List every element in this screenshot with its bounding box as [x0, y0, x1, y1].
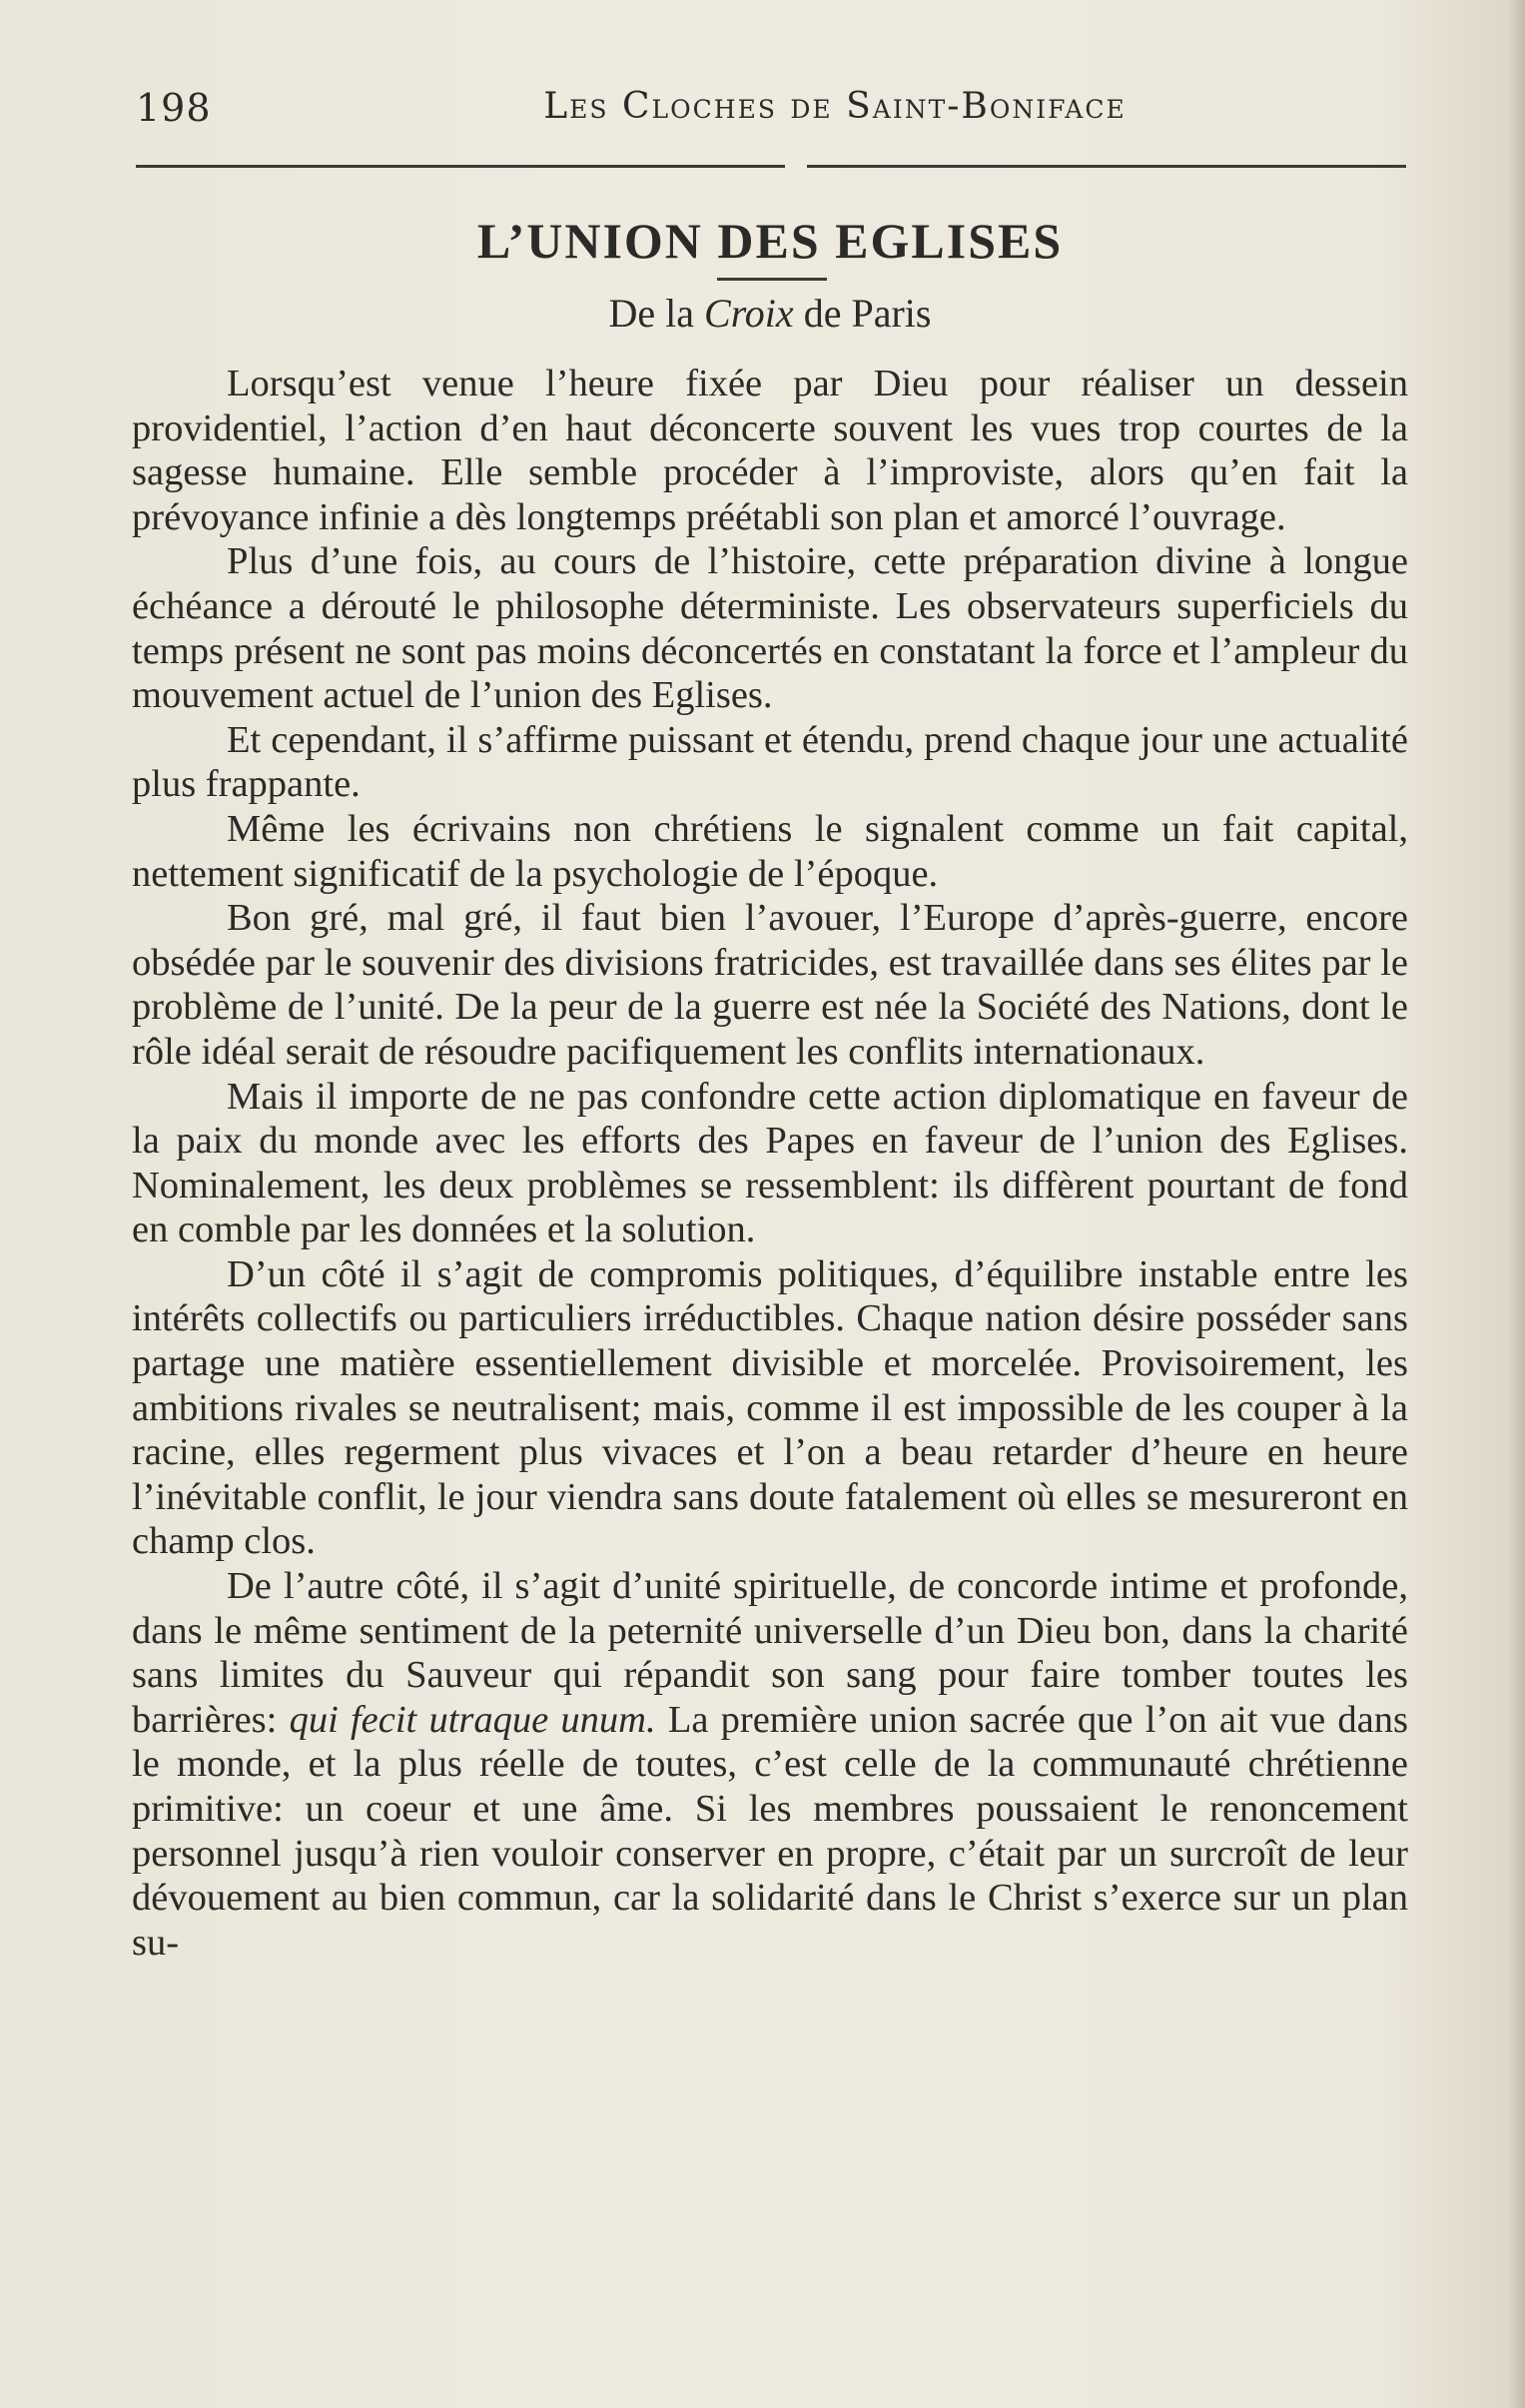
- paragraph: Même les écrivains non chrétiens le signalent comme un fait capital, nettement significatif de la psychologie de l’époque.: [132, 807, 1408, 895]
- paragraph: Lorsqu’est venue l’heure fixée par Dieu pour réaliser un dessein providentiel, l’action d’en haut déconcerte souvent les vues trop courtes de la sagesse humaine. Elle semble procéder à l’improviste, alors qu’en fait la prévoyance infinie a dès longtemps préétabli son plan et amorcé l’ouvrage.: [132, 363, 1408, 538]
- header-rule-right: [807, 165, 1406, 168]
- article-title: L’UNION DES EGLISES: [476, 213, 1064, 269]
- article-body: [132, 362, 1408, 1965]
- page-edge-shadow: [1507, 0, 1525, 2408]
- article-source: [136, 290, 1404, 337]
- running-title: Les Cloches de Saint-Boniface: [543, 86, 1127, 127]
- source-publication: Croix: [704, 291, 794, 336]
- latin-quote: qui fecit utraque unum.: [289, 1698, 656, 1741]
- paragraph-text: La première union sacrée que l’on ait vue dans le monde, et la plus réelle de toutes, c’est celle de la communauté chrétienne primitive: un coeur et une âme. Si les membres poussaient le renoncement personnel jusqu’à rien vouloir conserver en propre, c’était par un surcroît de leur dévouement au bien commun, car la solidarité dans le Christ s’exerce sur un plan su-: [132, 1698, 1408, 1964]
- paragraph: D’un côté il s’agit de compromis politiques, d’équilibre instable entre les intérêts collectifs ou particuliers irréductibles. Chaque nation désire posséder sans partage une matière essentiellement divisible et morcelée. Provisoirement, les ambitions rivales se neutralisent; mais, comme il est impossible de les couper à la racine, elles regerment plus vivaces et l’on a beau retarder d’heure en heure l’inévitable conflit, le jour viendra sans doute fatalement où elles se mesureront en champ clos.: [132, 1252, 1408, 1563]
- paragraph: Bon gré, mal gré, il faut bien l’avouer, l’Europe d’après-guerre, encore obsédée par le souvenir des divisions fratricides, est travaillée dans ses élites par le problème de l’unité. De la peur de la guerre est née la Société des Nations, dont le rôle idéal serait de résoudre pacifiquement les conflits internationaux.: [132, 897, 1408, 1073]
- source-prefix: De la: [608, 291, 705, 336]
- paragraph: Plus d’une fois, au cours de l’histoire, cette préparation divine à longue échéance a dérouté le philosophe déterministe. Les observateurs superficiels du temps présent ne sont pas moins déconcertés en constatant la force et l’ampleur du mouvement actuel de l’union des Eglises.: [132, 540, 1408, 717]
- header-rule-left: [136, 165, 785, 168]
- paragraph: Et cependant, il s’affirme puissant et étendu, prend chaque jour une actualité plus frappante.: [132, 718, 1408, 806]
- title-underline: [717, 278, 827, 281]
- source-suffix: de Paris: [793, 291, 932, 336]
- paragraph-text: De l’autre côté, il s’agit d’unité spirituelle, de concorde intime et profonde, dans le même sentiment de la peternité universelle d’un Dieu bon, dans la charité sans limites du Sauveur qui répandit son sang pour faire tomber toutes les barrières:: [132, 1565, 1408, 1741]
- page-number: 198: [136, 86, 212, 130]
- paragraph: Mais il importe de ne pas confondre cette action diplomatique en faveur de la paix du monde avec les efforts des Papes en faveur de l’union des Eglises. Nominalement, les deux problèmes se ressemblent: ils diffèrent pourtant de fond en comble par les données et la solution.: [132, 1075, 1408, 1251]
- page-header: [136, 82, 1404, 142]
- paragraph-last: [132, 1564, 1408, 1965]
